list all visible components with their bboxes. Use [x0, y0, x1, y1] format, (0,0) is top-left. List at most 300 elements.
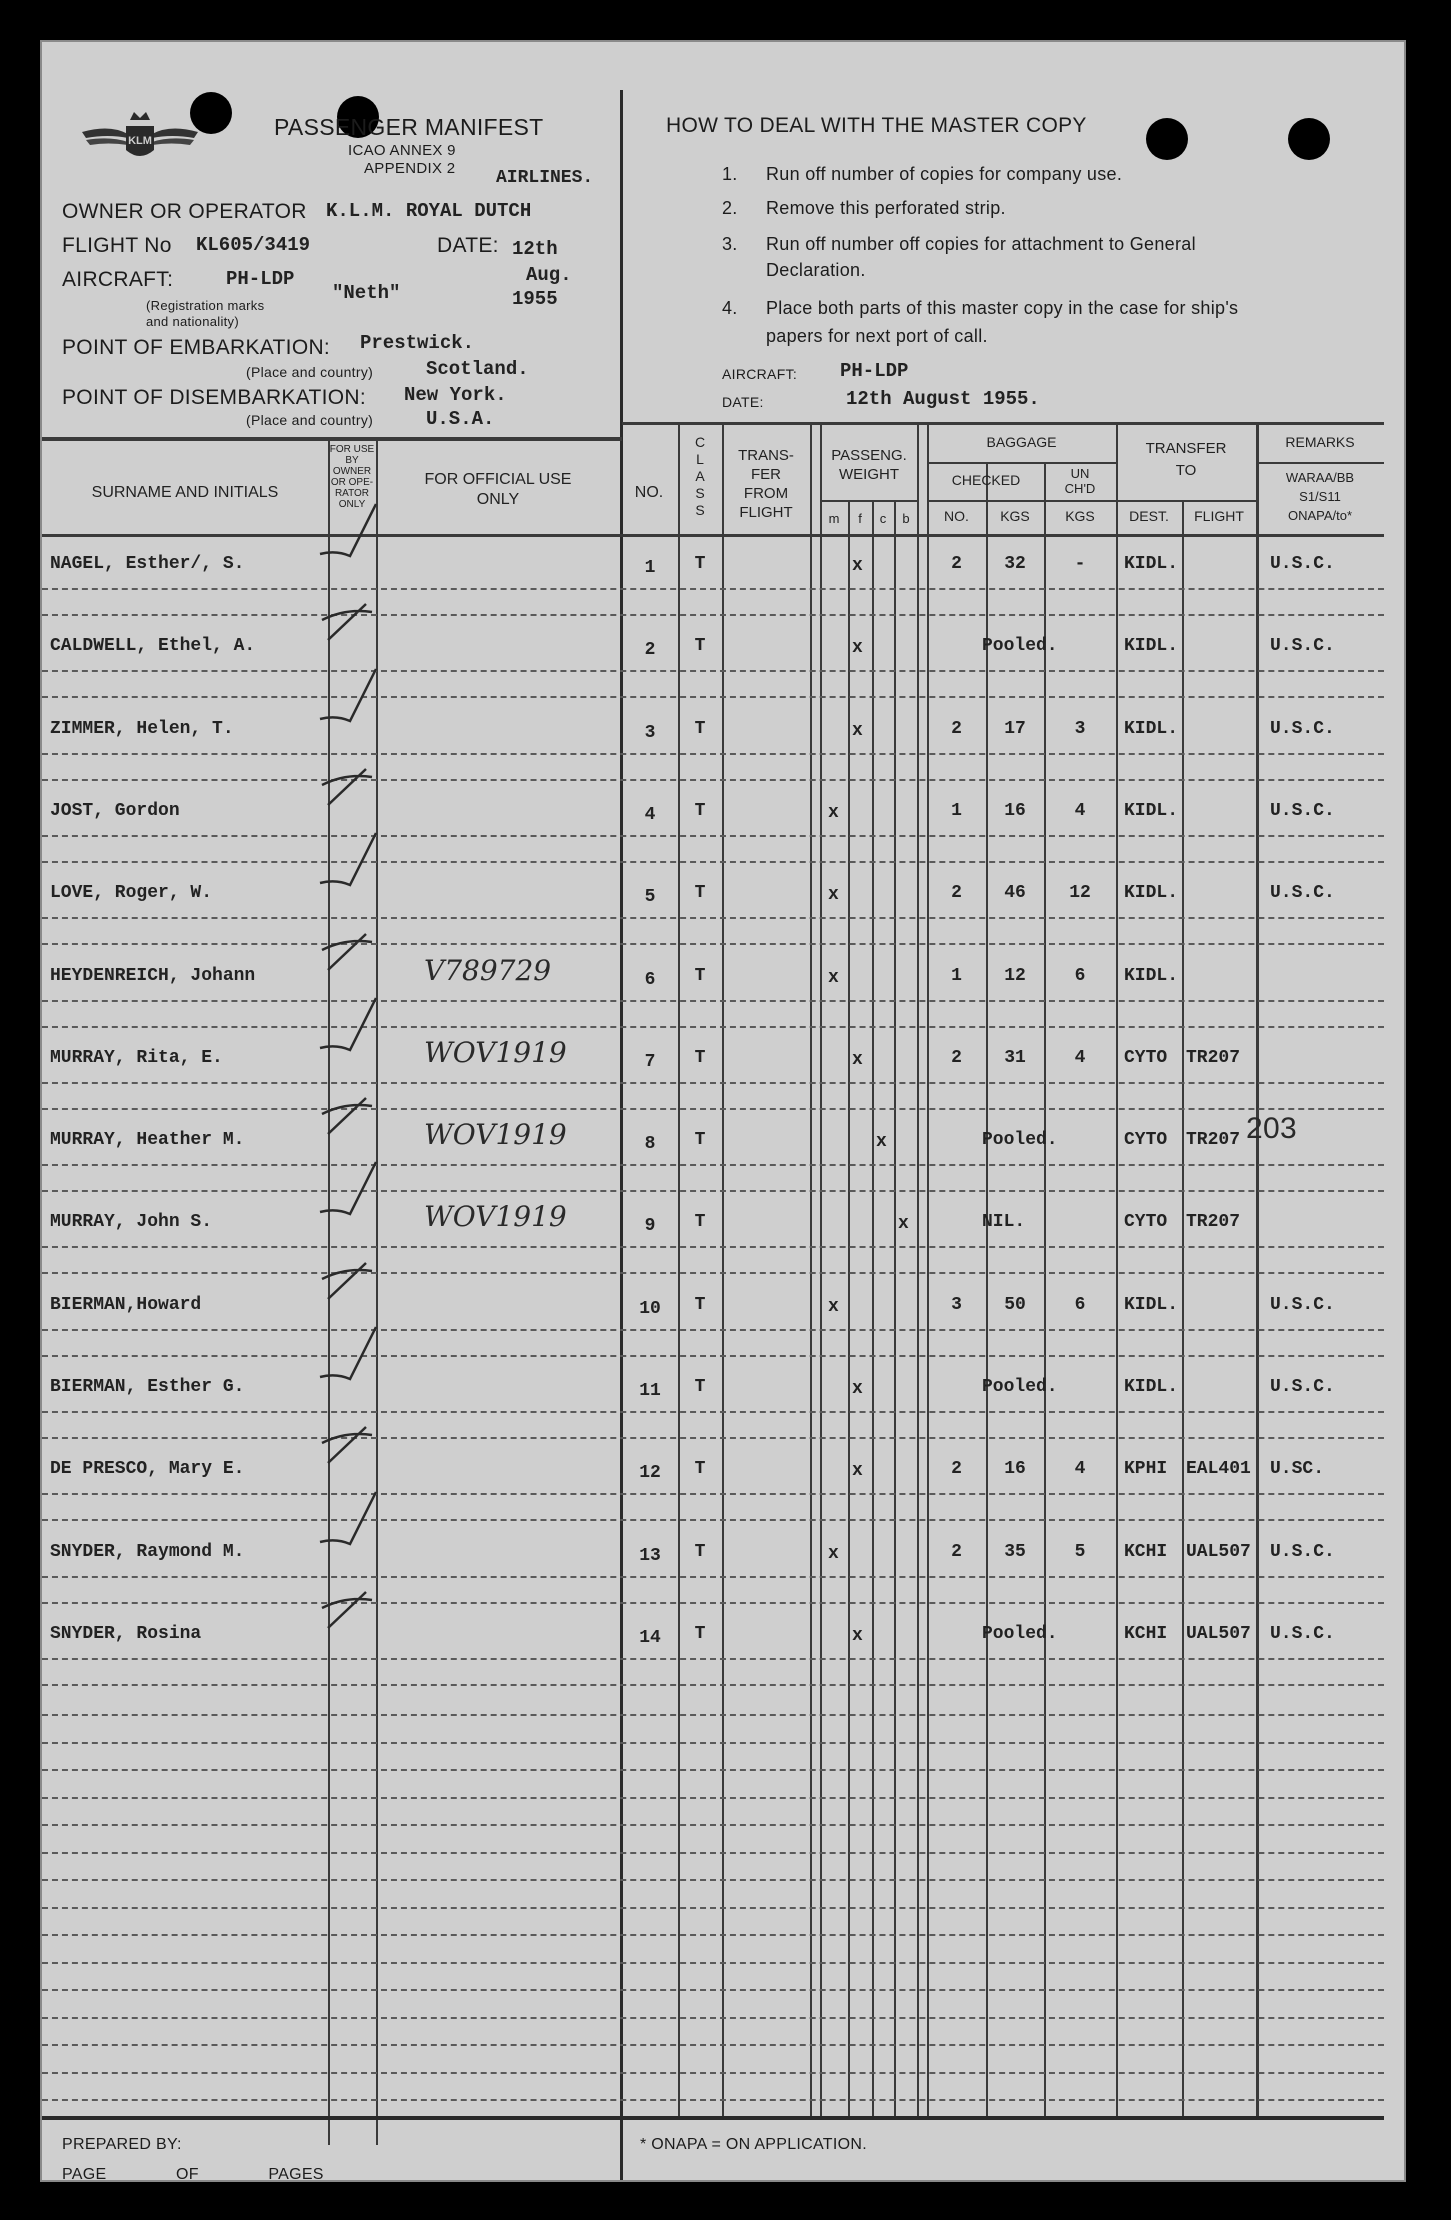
passenger-name: HEYDENREICH, Johann — [50, 965, 256, 986]
col-line — [848, 500, 850, 2119]
bag-count: 1 — [951, 800, 962, 821]
transfer-dest: KIDL. — [1124, 554, 1179, 574]
class-value: T — [694, 554, 706, 574]
remarks-value: U.S.C. — [1270, 1541, 1335, 1562]
transfer-flight: TR207 — [1186, 1047, 1241, 1068]
unchecked-weight: 6 — [1074, 1294, 1086, 1315]
table-header-bottom — [42, 534, 1384, 537]
stamp-number: 203 — [1246, 1112, 1297, 1145]
check-mark-icon — [316, 1072, 406, 1142]
transfer-to-2: TO — [1175, 462, 1197, 479]
official-use-entry: WOV1919 — [424, 1118, 567, 1152]
col-line — [986, 464, 988, 2119]
remarks-value: U.S.C. — [1270, 636, 1335, 657]
manifest-title: PASSENGER MANIFEST — [274, 114, 544, 140]
transfer-dest: KIDL. — [1124, 636, 1179, 657]
remarks-sub-3: ONAPA/to* — [1287, 508, 1353, 523]
bag-weight: 17 — [1004, 718, 1026, 739]
owner-use-5: RATOR — [334, 488, 370, 499]
passenger-name: MURRAY, Heather M. — [50, 1130, 245, 1151]
unchecked-weight: 3 — [1074, 718, 1086, 739]
row-rule — [42, 1519, 1384, 1521]
blank-row-rule — [42, 1824, 1384, 1826]
official-use-1: FOR OFFICIAL USE — [424, 471, 572, 488]
weight-mark: x — [828, 802, 839, 823]
weight-mark: x — [852, 720, 863, 741]
owner-use-1: FOR USE — [329, 444, 375, 455]
passenger-number: 8 — [644, 1134, 656, 1155]
blank-row-rule — [42, 2044, 1384, 2046]
instruction-4-num: 4. — [722, 298, 738, 318]
appendix: APPENDIX 2 — [364, 160, 456, 177]
unchecked-weight: 12 — [1069, 883, 1091, 904]
transfer-flight: EAL401 — [1186, 1459, 1251, 1480]
row-rule — [42, 779, 1384, 781]
col-no: NO. — [634, 484, 664, 501]
airlines-typed: AIRLINES. — [496, 168, 594, 188]
passenger-name: BIERMAN,Howard — [50, 1294, 202, 1315]
instruction-1: Run off number of copies for company use. — [766, 164, 1123, 184]
col-line — [820, 422, 822, 2119]
remarks-value: U.SC. — [1270, 1459, 1325, 1480]
passenger-number: 6 — [644, 969, 656, 990]
transfer-from-2: FER — [751, 466, 781, 483]
row-rule — [42, 670, 1384, 672]
class-value: T — [694, 1047, 706, 1068]
passenger-name: ZIMMER, Helen, T. — [50, 718, 234, 739]
col-checked: CHECKED — [951, 472, 1021, 488]
col-line — [810, 422, 812, 2119]
col-class — [678, 434, 722, 519]
check-mark-icon — [316, 908, 406, 978]
aircraft-label-right: AIRCRAFT: — [722, 366, 798, 382]
passenger-name: MURRAY, John S. — [50, 1212, 213, 1233]
remarks-value: U.S.C. — [1270, 800, 1335, 821]
unchecked-weight: - — [1074, 554, 1086, 574]
master-copy-title: HOW TO DEAL WITH THE MASTER COPY — [666, 114, 1087, 137]
bag-weight: 16 — [1004, 800, 1026, 821]
bag-count: 2 — [951, 883, 962, 904]
passenger-number: 9 — [644, 1216, 656, 1237]
class-value: T — [694, 1212, 706, 1233]
owner-label: OWNER OR OPERATOR — [62, 200, 307, 223]
col-bag-no: NO. — [944, 508, 969, 524]
row-rule — [42, 753, 1384, 755]
transfer-to-1: TRANSFER — [1145, 440, 1227, 457]
owner-use-3: OWNER — [332, 466, 372, 477]
subheader-rule — [820, 500, 918, 502]
registration-note-2: and nationality) — [146, 314, 239, 329]
row-rule — [42, 1272, 1384, 1274]
unchecked-weight: 4 — [1074, 800, 1086, 821]
passenger-number: 2 — [644, 640, 656, 661]
row-rule — [42, 1329, 1384, 1331]
transfer-from-3: FROM — [743, 485, 789, 502]
onapa-note: * ONAPA = ON APPLICATION. — [640, 2136, 867, 2153]
passenger-name: CALDWELL, Ethel, A. — [50, 636, 256, 657]
passenger-number: 11 — [639, 1381, 661, 1401]
passenger-number: 7 — [644, 1051, 656, 1072]
class-value: T — [694, 965, 706, 986]
row-rule — [42, 861, 1384, 863]
weight-m: m — [828, 511, 840, 526]
remarks-value: U.S.C. — [1270, 718, 1335, 739]
embarkation-place: Prestwick. — [360, 332, 475, 354]
class-value: T — [694, 1130, 706, 1151]
owner-value: K.L.M. ROYAL DUTCH — [326, 200, 532, 222]
date-label-right: DATE: — [722, 394, 764, 410]
instruction-3-cont: Declaration. — [766, 260, 866, 280]
weight-mark: x — [852, 638, 863, 659]
transfer-flight: TR207 — [1186, 1130, 1241, 1151]
instruction-4: Place both parts of this master copy in the case for ship's — [766, 298, 1239, 318]
transfer-flight: UAL507 — [1186, 1623, 1251, 1644]
blank-row-rule — [42, 1907, 1384, 1909]
class-letter: A — [695, 468, 705, 484]
col-transfer-from — [722, 446, 810, 522]
bag-weight: 32 — [1004, 554, 1026, 574]
owner-use-4: OR OPE- — [330, 477, 374, 488]
bag-count: 2 — [951, 1459, 962, 1480]
date-month: Aug. — [526, 264, 572, 286]
disembarkation-note: (Place and country) — [246, 412, 374, 428]
class-value: T — [694, 636, 706, 657]
weight-mark: x — [828, 1296, 839, 1317]
check-mark-icon — [316, 743, 406, 813]
col-line — [872, 500, 874, 2119]
baggage-pooled: Pooled. — [982, 1623, 1058, 1644]
blank-row-rule — [42, 1852, 1384, 1854]
weight-mark: x — [852, 556, 863, 576]
row-rule — [42, 588, 1384, 590]
bag-count: 2 — [951, 554, 962, 574]
weight-c: c — [879, 511, 887, 526]
passenger-number: 4 — [644, 804, 656, 825]
transfer-dest: KIDL. — [1124, 800, 1179, 821]
date-day: 12th — [512, 238, 558, 260]
passenger-name: BIERMAN, Esther G. — [50, 1377, 245, 1397]
bag-count: 2 — [951, 1047, 962, 1068]
weight-b: b — [902, 511, 910, 526]
embarkation-label: POINT OF EMBARKATION: — [62, 336, 331, 359]
instruction-2-num: 2. — [722, 198, 738, 218]
remarks-value: U.S.C. — [1270, 1377, 1335, 1397]
unchecked-weight: 4 — [1074, 1047, 1086, 1068]
row-rule — [42, 1246, 1384, 1248]
passeng-weight-2: WEIGHT — [839, 466, 899, 483]
remarks-value: U.S.C. — [1270, 883, 1335, 904]
bag-count: 2 — [951, 718, 962, 739]
col-line — [722, 422, 724, 2119]
row-rule — [42, 1108, 1384, 1110]
transfer-dest: KIDL. — [1124, 718, 1179, 739]
passeng-weight-1: PASSENG. — [831, 447, 907, 464]
flight-label: FLIGHT No — [62, 234, 172, 257]
transfer-dest: KIDL. — [1124, 883, 1179, 904]
remarks-value: U.S.C. — [1270, 554, 1335, 574]
transfer-from-1: TRANS- — [738, 447, 794, 464]
col-dest: DEST. — [1129, 508, 1169, 524]
bag-weight: 16 — [1004, 1459, 1026, 1480]
class-letter: L — [696, 451, 704, 467]
nationality-value: "Neth" — [332, 282, 401, 304]
row-rule — [42, 1684, 1384, 1686]
passenger-number: 10 — [639, 1298, 661, 1319]
blank-row-rule — [42, 1714, 1384, 1716]
row-rule — [42, 1355, 1384, 1357]
class-letter: C — [694, 434, 706, 450]
footer-rule — [42, 2116, 1384, 2120]
aircraft-label: AIRCRAFT: — [62, 268, 174, 291]
date-value-right: 12th August 1955. — [846, 388, 1040, 410]
class-letter: S — [695, 502, 705, 518]
check-mark-icon — [316, 1566, 406, 1636]
class-value: T — [694, 800, 706, 821]
class-value: T — [694, 1377, 706, 1397]
owner-use-2: BY — [345, 455, 359, 466]
bag-weight: 12 — [1004, 965, 1026, 986]
transfer-dest: CYTO — [1124, 1130, 1168, 1151]
remarks-value: U.S.C. — [1270, 1623, 1335, 1644]
col-passeng-weight — [820, 446, 918, 484]
col-line — [917, 422, 919, 2119]
blank-row-rule — [42, 2099, 1384, 2101]
remarks-value: U.S.C. — [1270, 1294, 1335, 1315]
class-value: T — [694, 1623, 706, 1644]
col-line — [1044, 464, 1046, 2119]
check-mark-icon — [316, 1401, 406, 1471]
unchd-2: CH'D — [1064, 481, 1096, 496]
transfer-flight: UAL507 — [1186, 1541, 1251, 1562]
weight-mark: x — [876, 1132, 887, 1153]
row-rule — [42, 696, 1384, 698]
col-bag-kgs: KGS — [1000, 508, 1030, 524]
bag-count: 2 — [951, 1541, 962, 1562]
blank-row-rule — [42, 2017, 1384, 2019]
col-official-use — [376, 470, 620, 510]
punch-hole — [1146, 118, 1188, 160]
flight-value: KL605/3419 — [196, 234, 311, 256]
transfer-dest: KIDL. — [1124, 1294, 1179, 1315]
weight-mark: x — [852, 1049, 863, 1070]
unchecked-weight: 5 — [1074, 1541, 1086, 1562]
passenger-name: SNYDER, Rosina — [50, 1623, 202, 1644]
passenger-number: 1 — [644, 558, 656, 578]
row-rule — [42, 1411, 1384, 1413]
weight-mark: x — [828, 885, 839, 906]
passenger-number: 14 — [639, 1627, 661, 1648]
check-mark-icon — [316, 990, 406, 1060]
passenger-number: 12 — [639, 1463, 661, 1484]
manifest-page — [40, 40, 1406, 2182]
row-rule — [42, 614, 1384, 616]
col-baggage: BAGGAGE — [986, 434, 1057, 450]
col-transfer-to — [1116, 438, 1256, 482]
punch-hole — [1288, 118, 1330, 160]
class-value: T — [694, 718, 706, 739]
instruction-3-num: 3. — [722, 234, 738, 254]
owner-use-6: ONLY — [338, 499, 366, 510]
unchecked-weight: 6 — [1074, 965, 1086, 986]
subheader-rule — [927, 462, 1116, 464]
aircraft-value-right: PH-LDP — [840, 360, 909, 382]
transfer-dest: KPHI — [1124, 1459, 1168, 1480]
passenger-number: 5 — [644, 887, 656, 908]
weight-f: f — [858, 511, 862, 526]
blank-row-rule — [42, 2072, 1384, 2074]
transfer-dest: KIDL. — [1124, 965, 1179, 986]
embarkation-country: Scotland. — [426, 358, 529, 380]
class-value: T — [694, 883, 706, 904]
row-rule — [42, 1000, 1384, 1002]
icao-annex: ICAO ANNEX 9 — [348, 142, 456, 159]
row-rule — [42, 1164, 1384, 1166]
baggage-pooled: Pooled. — [982, 1377, 1058, 1397]
disembarkation-label: POINT OF DISEMBARKATION: — [62, 386, 366, 409]
disembarkation-place: New York. — [404, 384, 507, 406]
subheader-rule — [927, 500, 1116, 502]
instruction-3: Run off number off copies for attachment to General — [766, 234, 1196, 254]
col-remarks: REMARKS — [1285, 434, 1355, 450]
row-rule — [42, 1026, 1384, 1028]
header-rule-left — [42, 437, 622, 441]
unchecked-weight: 4 — [1074, 1459, 1086, 1480]
col-line — [1116, 422, 1118, 2119]
aircraft-value: PH-LDP — [226, 268, 295, 290]
col-remarks-sub — [1256, 468, 1384, 525]
bag-weight: 35 — [1004, 1541, 1026, 1562]
bag-weight: 31 — [1004, 1047, 1026, 1068]
blank-row-rule — [42, 1879, 1384, 1881]
check-mark-icon — [316, 578, 406, 648]
weight-mark: x — [828, 1543, 839, 1564]
embarkation-note: (Place and country) — [246, 364, 374, 380]
official-use-entry: WOV1919 — [424, 1200, 567, 1234]
row-rule — [42, 1602, 1384, 1604]
official-use-2: ONLY — [476, 491, 520, 508]
passenger-name: SNYDER, Raymond M. — [50, 1541, 245, 1562]
header-rule — [622, 422, 1384, 425]
class-value: T — [694, 1541, 706, 1562]
blank-row-rule — [42, 1934, 1384, 1936]
col-unchd-kgs: KGS — [1065, 508, 1095, 524]
check-mark-icon — [316, 1484, 406, 1554]
passenger-name: NAGEL, Esther/, S. — [50, 554, 245, 574]
weight-mark: x — [852, 1461, 863, 1482]
blank-row-rule — [42, 1769, 1384, 1771]
baggage-pooled: Pooled. — [982, 1130, 1058, 1151]
date-year: 1955 — [512, 288, 558, 310]
check-mark-icon — [316, 496, 406, 566]
col-flight: FLIGHT — [1194, 508, 1244, 524]
svg-text:KLM: KLM — [128, 135, 152, 147]
check-mark-icon — [316, 825, 406, 895]
transfer-dest: KCHI — [1124, 1623, 1168, 1644]
col-unchd — [1044, 466, 1116, 496]
transfer-flight: TR207 — [1186, 1212, 1241, 1233]
bag-count: 3 — [951, 1294, 962, 1315]
class-value: T — [694, 1459, 706, 1480]
pages-label: PAGES — [268, 2166, 324, 2180]
col-line — [678, 422, 680, 2119]
transfer-dest: CYTO — [1124, 1212, 1168, 1233]
instruction-1-num: 1. — [722, 164, 738, 184]
passenger-number: 3 — [644, 722, 656, 743]
bag-weight: 50 — [1004, 1294, 1026, 1315]
passenger-number: 13 — [639, 1545, 661, 1566]
class-letter: S — [695, 485, 705, 501]
passenger-name: MURRAY, Rita, E. — [50, 1047, 223, 1068]
check-mark-icon — [316, 1154, 406, 1224]
subheader-rule — [1116, 500, 1256, 502]
row-rule — [42, 1082, 1384, 1084]
disembarkation-country: U.S.A. — [426, 408, 495, 430]
registration-note: (Registration marks — [146, 298, 265, 313]
row-rule — [42, 1658, 1384, 1660]
class-value: T — [694, 1294, 706, 1315]
transfer-from-4: FLIGHT — [739, 504, 793, 521]
official-use-entry: WOV1919 — [424, 1035, 567, 1069]
transfer-dest: KIDL. — [1124, 1377, 1179, 1397]
remarks-sub-2: S1/S11 — [1299, 489, 1341, 504]
col-line — [1182, 500, 1184, 2119]
transfer-dest: KCHI — [1124, 1541, 1168, 1562]
official-use-entry: V789729 — [424, 953, 552, 987]
date-label: DATE: — [437, 234, 499, 257]
check-mark-icon — [316, 1237, 406, 1307]
of-label: OF — [175, 2166, 199, 2180]
passenger-name: LOVE, Roger, W. — [50, 883, 213, 904]
page-of-pages — [62, 2166, 324, 2180]
blank-row-rule — [42, 1989, 1384, 1991]
weight-mark: x — [898, 1214, 909, 1235]
baggage-pooled: NIL. — [982, 1212, 1026, 1233]
unchd-1: UN — [1070, 466, 1090, 481]
row-rule — [42, 835, 1384, 837]
passenger-name: JOST, Gordon — [50, 800, 180, 821]
subheader-rule — [1256, 462, 1384, 464]
row-rule — [42, 1493, 1384, 1495]
weight-mark: x — [828, 967, 839, 988]
page-label: PAGE — [62, 2166, 107, 2180]
instruction-4-cont: papers for next port of call. — [766, 326, 988, 346]
passenger-name: DE PRESCO, Mary E. — [50, 1459, 245, 1480]
blank-row-rule — [42, 1797, 1384, 1799]
transfer-dest: CYTO — [1124, 1047, 1168, 1068]
bag-count: 1 — [951, 965, 962, 986]
blank-row-rule — [42, 1742, 1384, 1744]
weight-mark: x — [852, 1379, 863, 1399]
check-mark-icon — [316, 1319, 406, 1389]
col-surname: SURNAME AND INITIALS — [91, 484, 279, 501]
row-rule — [42, 1437, 1384, 1439]
prepared-by: PREPARED BY: — [62, 2136, 182, 2153]
instruction-2: Remove this perforated strip. — [766, 198, 1006, 218]
blank-row-rule — [42, 1962, 1384, 1964]
remarks-sub-1: WARAA/BB — [1285, 470, 1355, 485]
row-rule — [42, 943, 1384, 945]
weight-mark: x — [852, 1625, 863, 1646]
row-rule — [42, 917, 1384, 919]
bag-weight: 46 — [1004, 883, 1026, 904]
baggage-pooled: Pooled. — [982, 636, 1058, 657]
col-line — [927, 422, 929, 2119]
check-mark-icon — [316, 661, 406, 731]
col-line — [894, 500, 896, 2119]
klm-crown-logo — [80, 104, 200, 164]
row-rule — [42, 1190, 1384, 1192]
row-rule — [42, 1576, 1384, 1578]
